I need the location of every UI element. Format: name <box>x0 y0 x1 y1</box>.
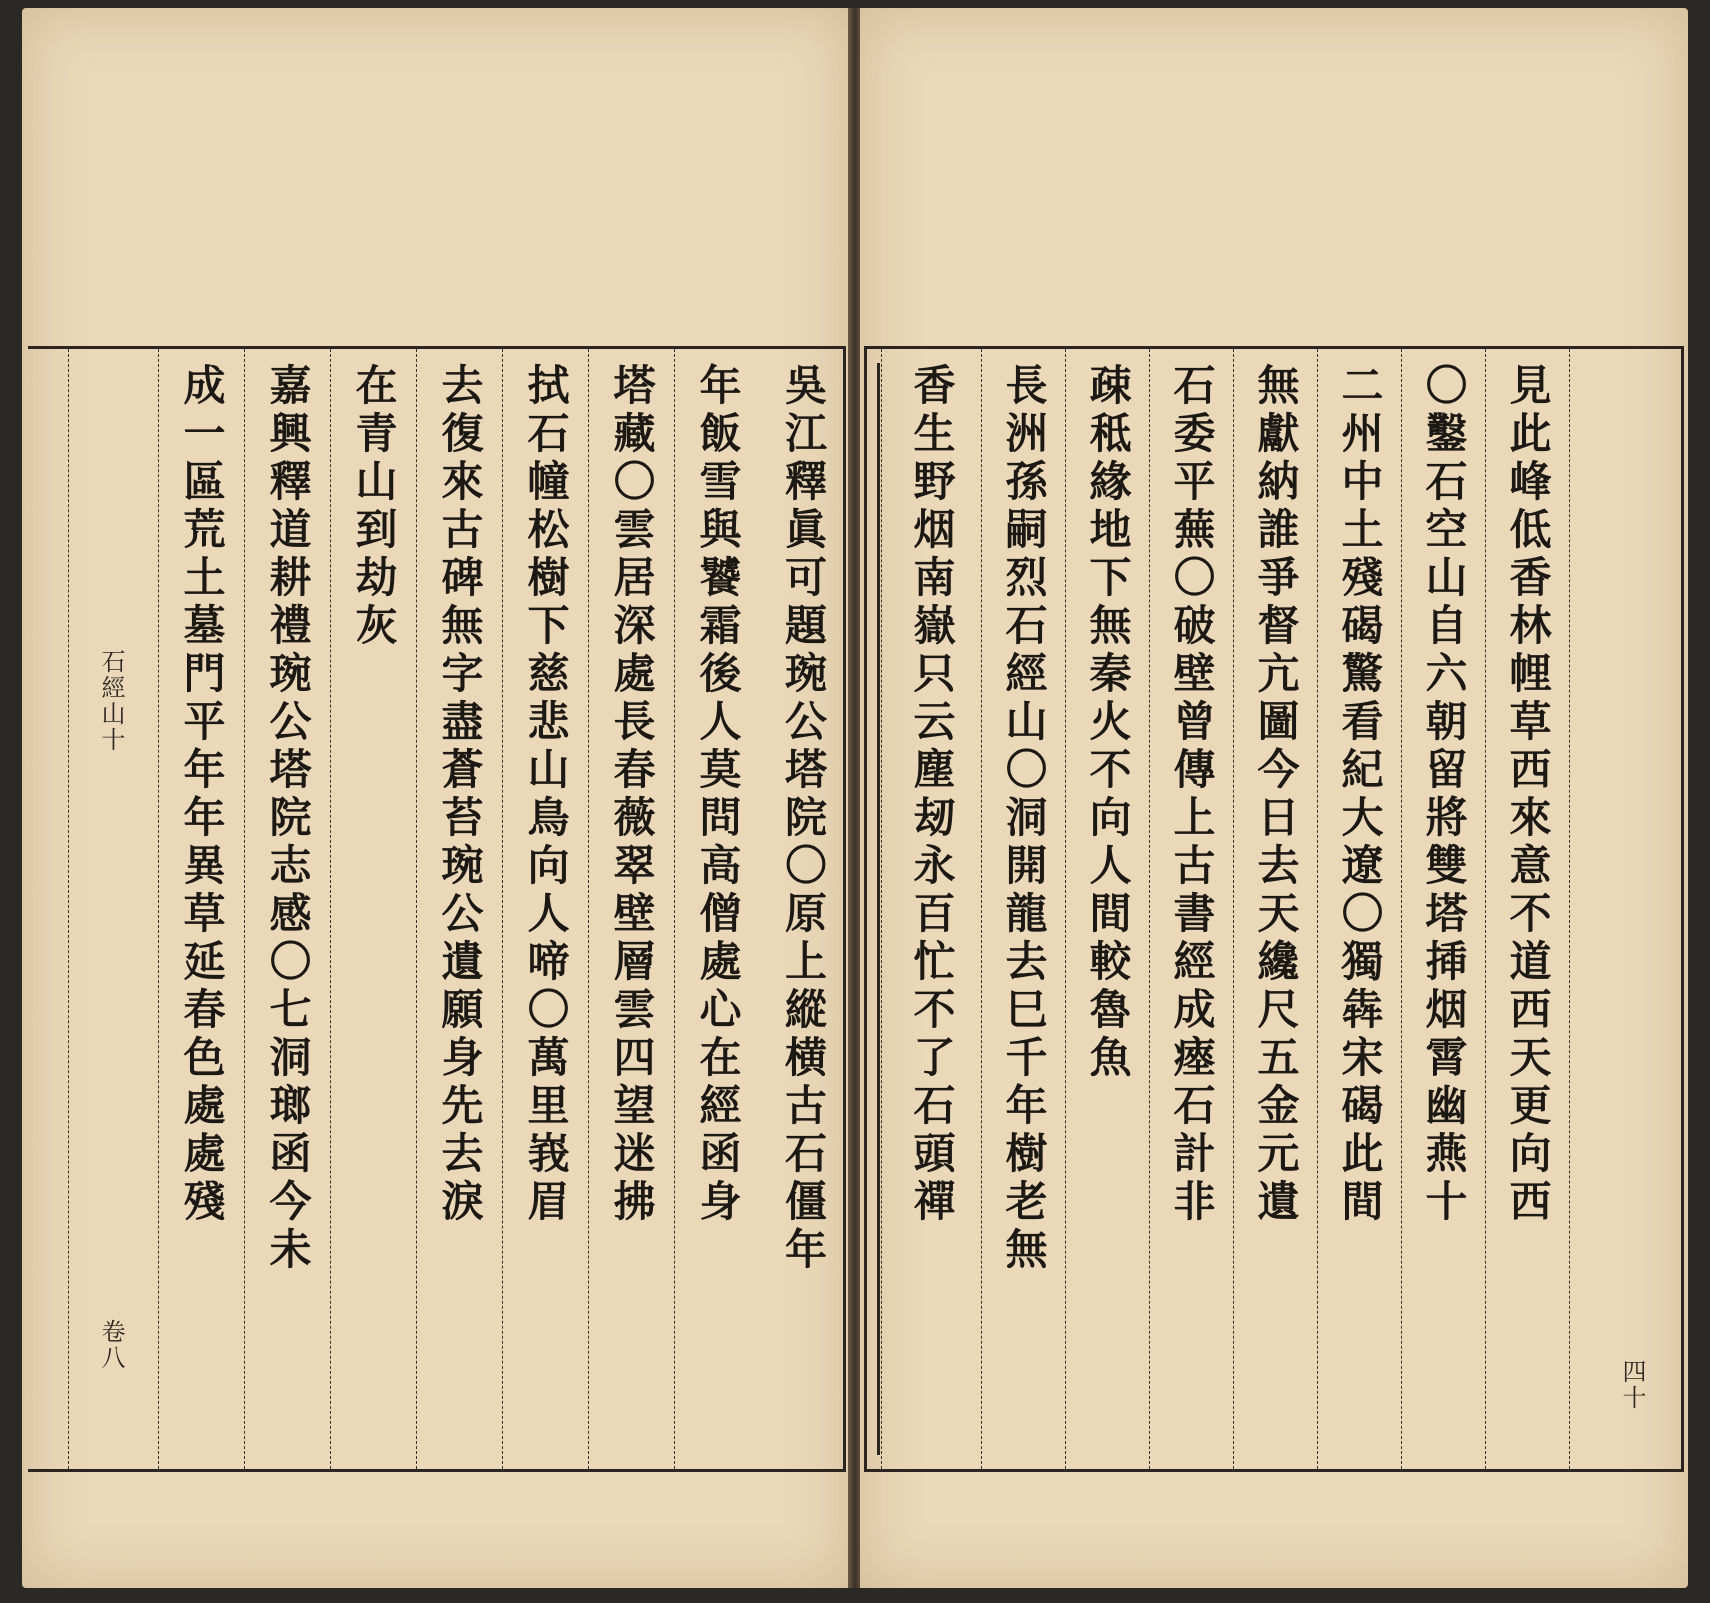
left-column-4-text: 拭石幢松樹下慈悲山鳥向人啼〇萬里峩眉 <box>521 363 571 1227</box>
left-column-6-text: 在青山到劫灰 <box>349 363 399 651</box>
right-column-8-text: 香生野烟南嶽只云塵刼永百忙不了石頭禪 <box>907 363 957 1227</box>
right-column-1-text: 見此峰低香林𢃇草西來意不道西天更向西 <box>1503 363 1553 1227</box>
left-banxin-volume: 卷八 <box>97 1319 125 1371</box>
left-column-7 <box>244 349 330 1469</box>
right-column-1 <box>1485 349 1569 1469</box>
right-column-7-text: 長洲孫嗣烈石經山〇洞開龍去巳千年樹老無 <box>999 363 1049 1275</box>
left-column-4 <box>502 349 588 1469</box>
right-column-7 <box>981 349 1065 1469</box>
right-column-2-text: 〇鑿石空山自六朝留將雙塔揷烟霄幽燕十 <box>1419 363 1469 1227</box>
left-page <box>22 8 850 1588</box>
right-column-2 <box>1401 349 1485 1469</box>
right-text-frame <box>864 346 1684 1472</box>
left-banxin-column <box>68 349 158 1469</box>
right-column-3-text: 二州中土殘碣驚看紀大遼〇獨犇宋碣此間 <box>1335 363 1385 1227</box>
left-column-8 <box>158 349 244 1469</box>
right-column-4 <box>1233 349 1317 1469</box>
left-column-5-text: 去復來古碑無字盡蒼苔琬公遺願身先去淚 <box>435 363 485 1227</box>
right-column-8 <box>881 349 981 1469</box>
left-column-1 <box>760 349 846 1469</box>
right-column-6 <box>1065 349 1149 1469</box>
right-column-6-text: 疎秪緣地下無秦火不向人間較魯魚 <box>1083 363 1133 1083</box>
left-column-3 <box>588 349 674 1469</box>
left-column-6 <box>330 349 416 1469</box>
right-column-4-text: 無獻納誰爭督亢圖今日去天纔尺五金元遺 <box>1251 363 1301 1227</box>
right-banxin-page-number: 四十 <box>1618 1359 1646 1411</box>
left-column-3-text: 塔藏〇雲居深處長春薇翠壁層雲四望迷拂 <box>607 363 657 1227</box>
right-column-5 <box>1149 349 1233 1469</box>
right-column-5-text: 石委平蕪〇破壁曾傳上古書經成瘞石計非 <box>1167 363 1217 1227</box>
left-text-frame <box>28 346 846 1472</box>
right-banxin-column <box>1569 349 1681 1469</box>
left-column-2-text: 年飯雪與饕霜後人莫問高僧處心在經函身 <box>693 363 743 1227</box>
right-page <box>860 8 1688 1588</box>
left-column-5 <box>416 349 502 1469</box>
right-column-3 <box>1317 349 1401 1469</box>
left-column-2 <box>674 349 760 1469</box>
right-frame-rule <box>877 363 880 1455</box>
left-column-7-text: 嘉興釋道耕禮琬公塔院志感〇七洞瑯函今未 <box>263 363 313 1275</box>
left-column-8-text: 成一區荒土墓門平年年異草延春色處處殘 <box>177 363 227 1227</box>
left-column-1-text: 吳江釋眞可題琬公塔院〇原上縱横古石僵年 <box>779 363 828 1275</box>
left-banxin-title: 石經山十 <box>97 649 125 753</box>
